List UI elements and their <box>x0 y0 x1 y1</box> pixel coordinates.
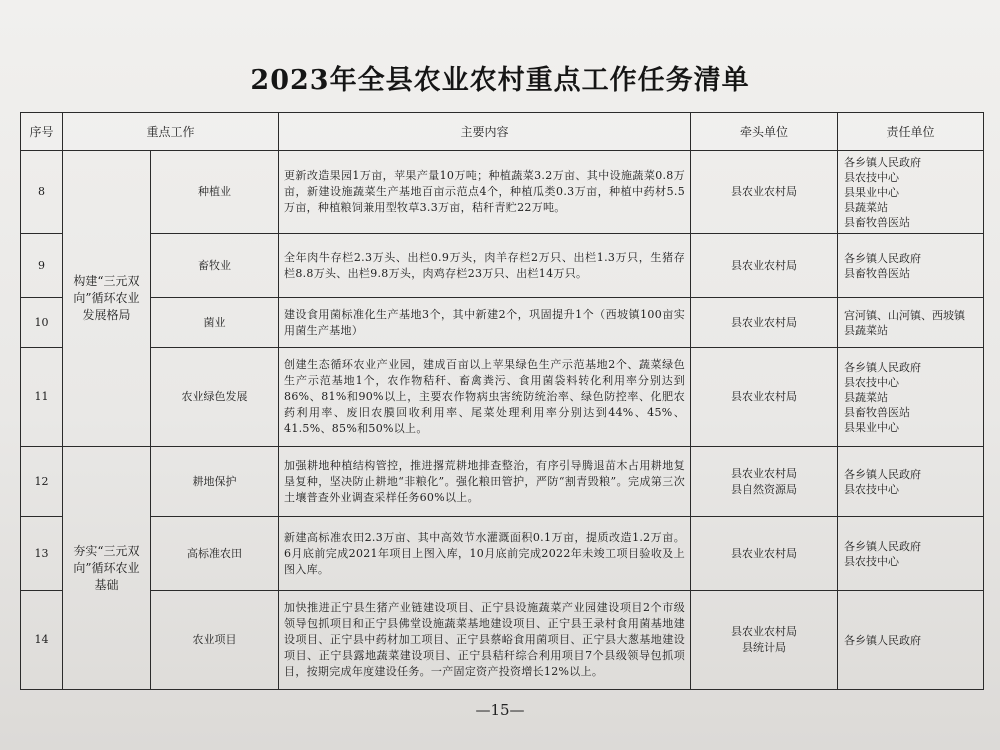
row-task: 高标准农田 <box>151 517 279 591</box>
lead-unit: 县农业农村局 <box>731 315 798 329</box>
responsible-unit: 各乡镇人民政府 <box>844 155 922 169</box>
row-task: 耕地保护 <box>151 447 279 517</box>
row-seq: 11 <box>21 348 63 447</box>
responsible-unit: 县农技中心 <box>844 482 900 496</box>
responsible-unit: 各乡镇人民政府 <box>844 360 922 374</box>
lead-unit: 县自然资源局 <box>731 482 798 496</box>
table-row <box>21 234 984 298</box>
table-row <box>21 151 984 234</box>
row-lead <box>691 447 838 517</box>
row-content: 加强耕地种植结构管控，推进撂荒耕地排查整治，有序引导腾退苗木占用耕地复垦复种，坚决防止耕地“非粮化”。强化粮田管护，严防“割青毁粮”。完成第三次土壤普查外业调查采样任务60%以上。 <box>279 447 691 517</box>
row-lead <box>691 517 838 591</box>
row-lead <box>691 298 838 348</box>
responsible-unit: 县畜牧兽医站 <box>844 405 911 419</box>
responsible-unit: 县蔬菜站 <box>844 390 889 404</box>
row-task: 菌业 <box>151 298 279 348</box>
row-lead <box>691 591 838 690</box>
lead-unit: 县农业农村局 <box>731 258 798 272</box>
responsible-unit: 各乡镇人民政府 <box>844 251 922 265</box>
row-task: 畜牧业 <box>151 234 279 298</box>
row-responsible <box>838 234 984 298</box>
responsible-unit: 县果业中心 <box>844 420 900 434</box>
row-responsible <box>838 151 984 234</box>
table-row <box>21 591 984 690</box>
table-row <box>21 447 984 517</box>
row-responsible <box>838 298 984 348</box>
table-row <box>21 348 984 447</box>
lead-unit: 县农业农村局 <box>731 625 798 638</box>
responsible-unit: 县畜牧兽医站 <box>844 215 911 229</box>
header-seq: 序号 <box>21 113 63 151</box>
page-number: —15— <box>475 701 525 719</box>
header-responsible: 责任单位 <box>838 113 984 151</box>
row-content: 加快推进正宁县生猪产业链建设项目、正宁县设施蔬菜产业园建设项目2个市级领导包抓项目和正宁县佛堂设施蔬菜基地建设项目、正宁县王录村食用菌基地建设项目、正宁县中药材加工项目、正宁县蔡峪食用菌项目、正宁县大葱基地建设项目、正宁县露地蔬菜建设项目、正宁县秸秆综合利用项目7个县级领导包抓项目，按期完成年度建设任务。一产固定资产投资增长12%以上。 <box>279 591 691 690</box>
lead-unit: 县农业农村局 <box>731 185 798 198</box>
row-seq: 9 <box>21 234 63 298</box>
responsible-unit: 县农技中心 <box>844 170 900 184</box>
responsible-unit: 县农技中心 <box>844 554 900 568</box>
page-title: 2023年全县农业农村重点工作任务清单 <box>250 65 750 96</box>
row-responsible <box>838 348 984 447</box>
row-lead <box>691 348 838 447</box>
row-task: 种植业 <box>151 151 279 234</box>
responsible-unit: 各乡镇人民政府 <box>844 633 922 647</box>
row-content: 新建高标准农田2.3万亩、其中高效节水灌溉面积0.1万亩，提质改造1.2万亩。6月底前完成2021年项目上图入库，10月底前完成2022年未竣工项目验收及上图入库。 <box>279 517 691 591</box>
row-content: 创建生态循环农业产业园，建成百亩以上苹果绿色生产示范基地2个、蔬菜绿色生产示范基地1个，农作物秸秆、畜禽粪污、食用菌袋料转化利用率分别达到86%、81%和90%以上，主要农作物病虫害统防统治率、绿色防控率、化肥农药利用率、废旧农膜回收利用率、尾菜处理利用率分别达到44%、45%、41.5%、85%和50%以上。 <box>279 348 691 447</box>
header-lead: 牵头单位 <box>691 113 838 151</box>
row-seq: 13 <box>21 517 63 591</box>
lead-unit: 县农业农村局 <box>731 466 798 480</box>
responsible-unit: 各乡镇人民政府 <box>844 467 922 481</box>
lead-unit: 县农业农村局 <box>731 390 798 403</box>
row-responsible <box>838 591 984 690</box>
lead-unit: 县农业农村局 <box>731 546 798 560</box>
responsible-unit: 各乡镇人民政府 <box>844 539 922 553</box>
row-content: 建设食用菌标准化生产基地3个，其中新建2个，巩固提升1个（西坡镇100亩实用菌生产基地） <box>279 298 691 348</box>
row-seq: 10 <box>21 298 63 348</box>
table-row <box>21 298 984 348</box>
group-label: 夯实“三元双向”循环农业基础 <box>63 447 151 690</box>
row-lead <box>691 234 838 298</box>
row-lead <box>691 151 838 234</box>
row-task: 农业绿色发展 <box>151 348 279 447</box>
row-content: 全年肉牛存栏2.3万头、出栏0.9万头，肉羊存栏2万只、出栏1.3万只，生猪存栏8.8万头、出栏9.8万头，肉鸡存栏23万只、出栏14万只。 <box>279 234 691 298</box>
row-seq: 14 <box>21 591 63 690</box>
lead-unit: 县统计局 <box>742 641 787 654</box>
header-key-work: 重点工作 <box>63 113 279 151</box>
responsible-unit: 县蔬菜站 <box>844 200 889 214</box>
responsible-unit: 宫河镇、山河镇、西坡镇 <box>844 308 966 322</box>
group-label: 构建“三元双向”循环农业发展格局 <box>63 151 151 447</box>
responsible-unit: 县蔬菜站 <box>844 323 889 337</box>
row-seq: 12 <box>21 447 63 517</box>
row-task: 农业项目 <box>151 591 279 690</box>
responsible-unit: 县畜牧兽医站 <box>844 266 911 280</box>
row-content: 更新改造果园1万亩，苹果产量10万吨；种植蔬菜3.2万亩、其中设施蔬菜0.8万亩，新建设施蔬菜生产基地百亩示范点4个，种植瓜类0.3万亩，种植中药材5.5万亩，种植粮饲兼用型牧草3.3万亩，秸秆青贮22万吨。 <box>279 151 691 234</box>
table-header-row <box>21 113 984 151</box>
row-responsible <box>838 447 984 517</box>
responsible-unit: 县农技中心 <box>844 375 900 389</box>
responsible-unit: 县果业中心 <box>844 185 900 199</box>
task-table <box>20 112 984 690</box>
header-content: 主要内容 <box>279 113 691 151</box>
row-responsible <box>838 517 984 591</box>
row-seq: 8 <box>21 151 63 234</box>
table-row <box>21 517 984 591</box>
